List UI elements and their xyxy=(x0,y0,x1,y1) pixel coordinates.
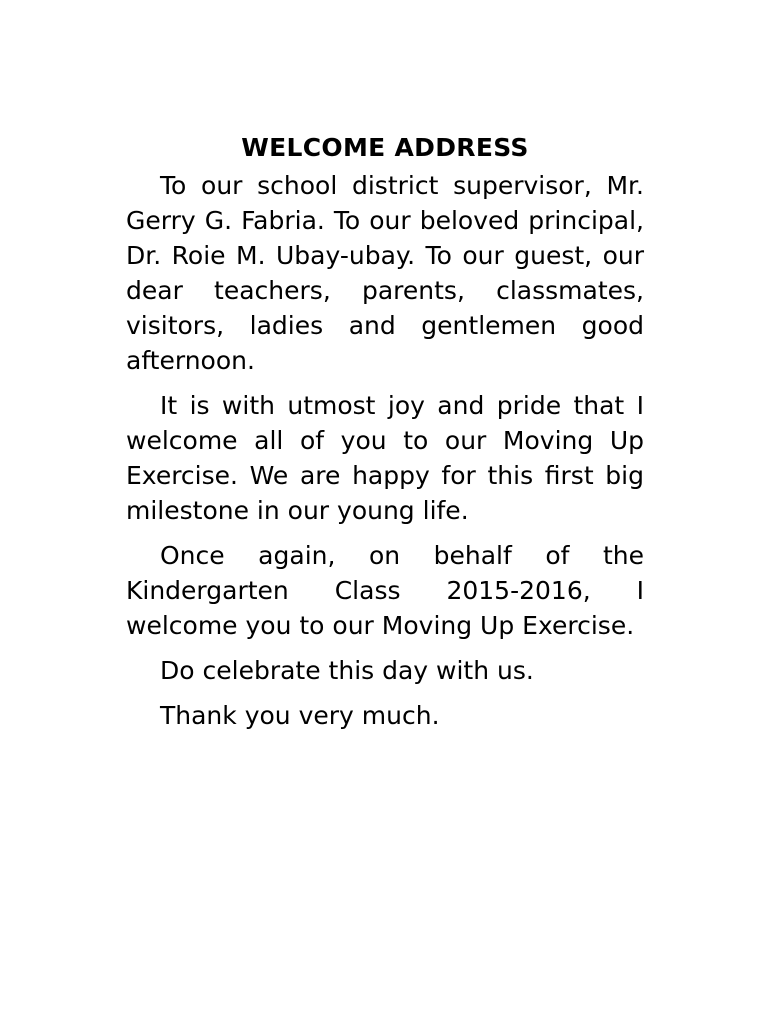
document-title: WELCOME ADDRESS xyxy=(241,133,529,162)
paragraph-welcome: It is with utmost joy and pride that I welcome all of you to our Moving Up Exercise. We are happy for this first big milestone in our young life. xyxy=(126,391,644,525)
paragraph-thanks: Thank you very much. xyxy=(160,701,440,730)
paragraph-celebrate: Do celebrate this day with us. xyxy=(160,656,534,685)
paragraph-behalf: Once again, on behalf of the Kindergarten Class 2015-2016, I welcome you to our Moving Up Exercise. xyxy=(126,541,644,640)
paragraph-greeting: To our school district supervisor, Mr. Gerry G. Fabria. To our beloved principal, Dr. Roie M. Ubay-ubay. To our guest, our dear teachers, parents, classmates, visitors, ladies and gentlemen good afternoon. xyxy=(126,171,644,375)
document-page xyxy=(126,130,644,743)
